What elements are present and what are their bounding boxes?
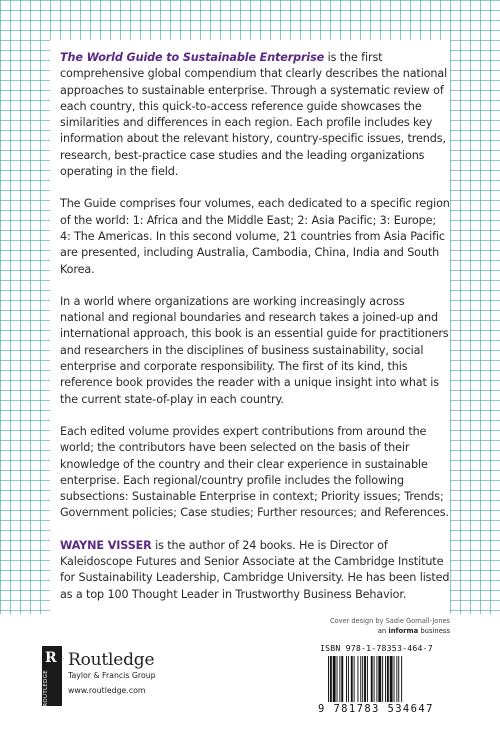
author-bio-text: is the author of 24 books. He is Director of Kaleidoscope Futures and Senior Associate at the Cambridge Institute for Sustainability Leadership, Cambridge University. He has been listed as a top 100 Thought Leader in Trustworthy Business Behavior. bbox=[60, 538, 450, 601]
book-title: The World Guide to Sustainable Enterprise bbox=[60, 51, 325, 64]
barcode-digits: 9 781783 534647 bbox=[318, 703, 434, 715]
blurb-paragraph-2: The Guide comprises four volumes, each dedicated to a specific region of the world: 1: Africa and the Middle East; 2: Asia Pacific; 3: Europe; 4: The Americas. In this second volume, 21 countries from Asia Pacific are presented, including Australia, Cambodia, China, India and South Korea. bbox=[60, 197, 450, 276]
barcode-icon bbox=[328, 656, 442, 702]
publisher-group: Taylor & Francis Group bbox=[68, 671, 156, 680]
publisher-name: Routledge bbox=[68, 650, 155, 670]
routledge-logo bbox=[42, 646, 62, 706]
publisher-url: www.routledge.com bbox=[68, 686, 146, 695]
back-cover-blurb bbox=[60, 50, 450, 619]
cover-design-credit: Cover design by Sadie Gornall-Jones bbox=[330, 617, 450, 625]
informa-business-line: an informa business bbox=[377, 627, 450, 635]
publisher-brand bbox=[68, 650, 156, 680]
blurb-paragraph-1 bbox=[60, 50, 450, 180]
blurb-paragraph-4: Each edited volume provides expert contributions from around the world; the contributors have been selected on the basis of their knowledge of the country and their clear experience in sustainable enterprise. Each regional/country profile includes the following subsections: Sustainable Enterprise in context; Priority issues; Trends; Government policies; Case studies; Further resources; and References. bbox=[60, 424, 449, 520]
routledge-r-icon: R bbox=[45, 650, 57, 666]
author-name: WAYNE VISSER bbox=[60, 538, 152, 552]
isbn-label: ISBN 978-1-78353-464-7 bbox=[320, 643, 433, 653]
author-bio bbox=[60, 538, 450, 603]
blurb-paragraph-3: In a world where organizations are working increasingly across national and regional boundaries and research takes a joined-up and international approach, this book is an essential guide for practitioners and researchers in the disciplines of business sustainability, social enterprise and corporate responsibility. The first of its kind, this reference book provides the reader with a unique insight into what is the current state-of-play in each country. bbox=[60, 294, 449, 406]
blurb-paragraph-1-text: is the first comprehensive global compendium that clearly describes the national approaches to sustainable enterprise. Through a systematic review of each country, this quick-to-access reference guide showcases the similarities and differences in each region. Each profile includes key information about the relevant history, country-specific issues, trends, research, best-practice case studies and the leading organizations operating in the field. bbox=[60, 51, 448, 179]
logo-vertical-text: ROUTLEDGE bbox=[43, 670, 49, 707]
informa-wordmark: informa bbox=[388, 627, 419, 635]
